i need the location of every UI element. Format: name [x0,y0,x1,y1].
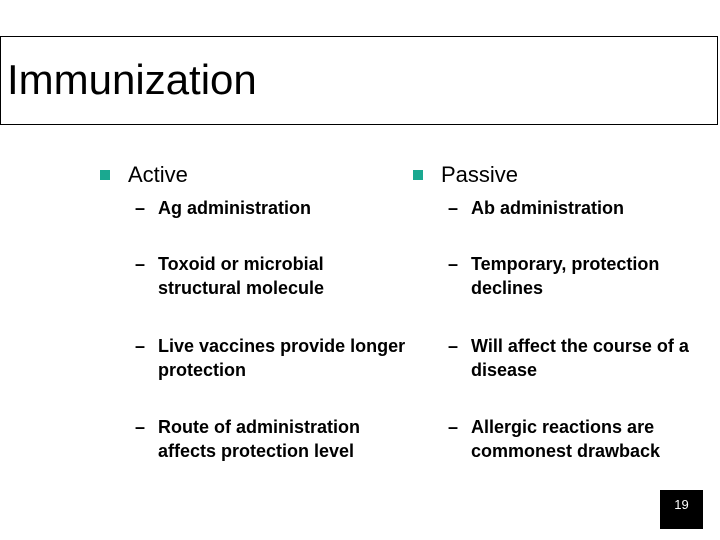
list-item-text: Allergic reactions are commonest drawback [471,417,661,461]
dash-bullet: – [135,417,146,437]
list-item-text: Live vaccines provide longer protection [158,336,406,380]
dash-bullet: – [448,198,459,218]
list-item-text: Will affect the course of a disease [471,336,689,380]
column-active [100,160,406,461]
dash-bullet: – [135,198,146,218]
dash-bullet: – [448,254,459,274]
list-item-text: Ag administration [158,198,312,218]
column-passive [413,160,713,461]
list-item-text: Toxoid or microbial structural molecule [158,254,325,298]
page-number-box [660,490,703,529]
list-item-text: Temporary, protection declines [471,254,660,298]
title-box [0,36,718,125]
page-number: 19 [674,497,689,512]
slide-title: Immunization [7,56,257,103]
dash-bullet: – [135,336,146,356]
column-heading [100,160,400,190]
dash-bullet: – [135,254,146,274]
column-heading [413,160,713,190]
square-bullet-icon [413,170,423,180]
dash-bullet: – [448,417,459,437]
column-heading-label: Active [128,162,188,187]
dash-bullet: – [448,336,459,356]
square-bullet-icon [100,170,110,180]
list-item-text: Route of administration affects protection level [158,417,360,461]
list-item-text: Ab administration [471,198,625,218]
column-heading-label: Passive [441,162,519,187]
